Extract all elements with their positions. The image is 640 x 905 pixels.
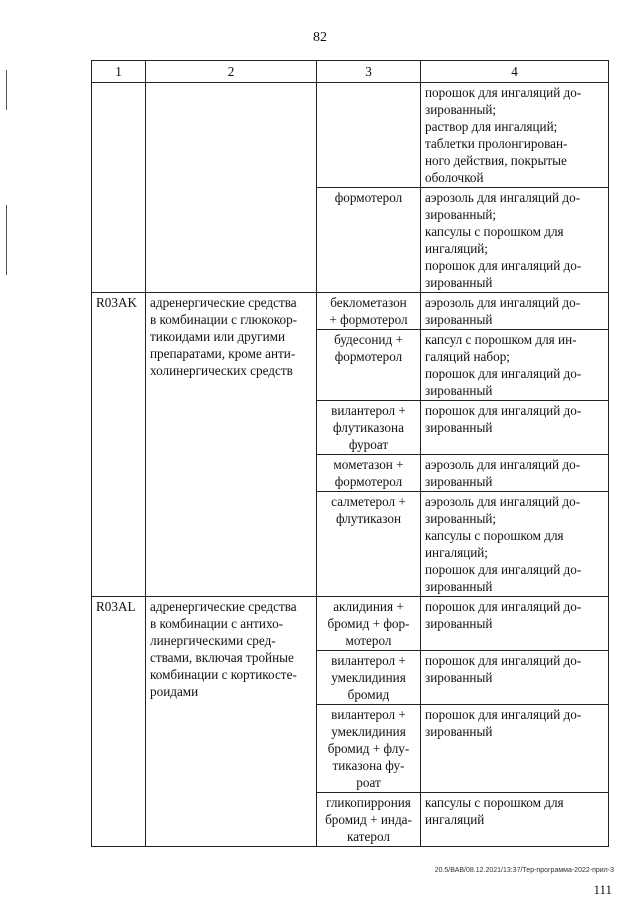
table-row xyxy=(92,293,609,330)
drug-table xyxy=(91,60,609,847)
drug-inn-cell: мометазон + формотерол xyxy=(317,455,421,492)
drug-inn-cell: будесонид + формотерол xyxy=(317,330,421,401)
page-number: 82 xyxy=(313,30,327,45)
dosage-form-cell: аэрозоль для ингаляций до- зированный; капсулы с порошком для ингаляций; порошок для ингаляций до- зированный xyxy=(421,492,609,597)
dosage-form-cell: капсул с порошком для ин- галяций набор; порошок для ингаляций до- зированный xyxy=(421,330,609,401)
column-header: 2 xyxy=(146,61,317,83)
document-reference: 20.5/ВАВ/08.12.2021/13:37/Тер-программа-2022-прил-3 xyxy=(434,867,614,874)
drug-inn-cell: аклидиния + бромид + фор- мотерол xyxy=(317,597,421,651)
dosage-form-cell: порошок для ингаляций до- зированный; раствор для ингаляций; таблетки пролонгирован- ного действия, покрытые оболочкой xyxy=(421,83,609,188)
drug-inn-cell xyxy=(317,83,421,188)
drug-inn-cell: гликопиррония бромид + инда- катерол xyxy=(317,793,421,847)
scan-margin-mark xyxy=(6,70,7,110)
table-row xyxy=(92,83,609,188)
drug-inn-cell: беклометазон + формотерол xyxy=(317,293,421,330)
dosage-form-cell: аэрозоль для ингаляций до- зированный xyxy=(421,293,609,330)
table-row xyxy=(92,597,609,651)
column-header: 4 xyxy=(421,61,609,83)
drug-inn-cell: вилантерол + умеклидиния бромид + флу- тиказона фу- роат xyxy=(317,705,421,793)
dosage-form-cell: аэрозоль для ингаляций до- зированный; капсулы с порошком для ингаляций; порошок для ингаляций до- зированный xyxy=(421,188,609,293)
dosage-form-cell: порошок для ингаляций до- зированный xyxy=(421,705,609,793)
atc-code-cell: R03AK xyxy=(92,293,146,597)
drug-inn-cell: салметерол + флутиказон xyxy=(317,492,421,597)
atc-code-cell xyxy=(92,83,146,293)
dosage-form-cell: порошок для ингаляций до- зированный xyxy=(421,401,609,455)
column-header: 3 xyxy=(317,61,421,83)
dosage-form-cell: порошок для ингаляций до- зированный xyxy=(421,597,609,651)
scan-margin-mark xyxy=(6,205,7,275)
drug-inn-cell: вилантерол + умеклидиния бромид xyxy=(317,651,421,705)
dosage-form-cell: порошок для ингаляций до- зированный xyxy=(421,651,609,705)
dosage-form-cell: капсулы с порошком для ингаляций xyxy=(421,793,609,847)
column-header: 1 xyxy=(92,61,146,83)
drug-inn-cell: вилантерол + флутиказона фуроат xyxy=(317,401,421,455)
drug-inn-cell: формотерол xyxy=(317,188,421,293)
atc-code-cell: R03AL xyxy=(92,597,146,847)
atc-group-cell xyxy=(146,83,317,293)
dosage-form-cell: аэрозоль для ингаляций до- зированный xyxy=(421,455,609,492)
header-row xyxy=(92,61,609,83)
atc-group-cell: адренергические средства в комбинации с антихо- линергическими сред- ствами, включая тройные комбинации с кортикосте- роидами xyxy=(146,597,317,847)
footer-page-number: 111 xyxy=(593,882,612,897)
atc-group-cell: адренергические средства в комбинации с глюкокор- тикоидами или другими препаратами, кроме анти- холинергических средств xyxy=(146,293,317,597)
